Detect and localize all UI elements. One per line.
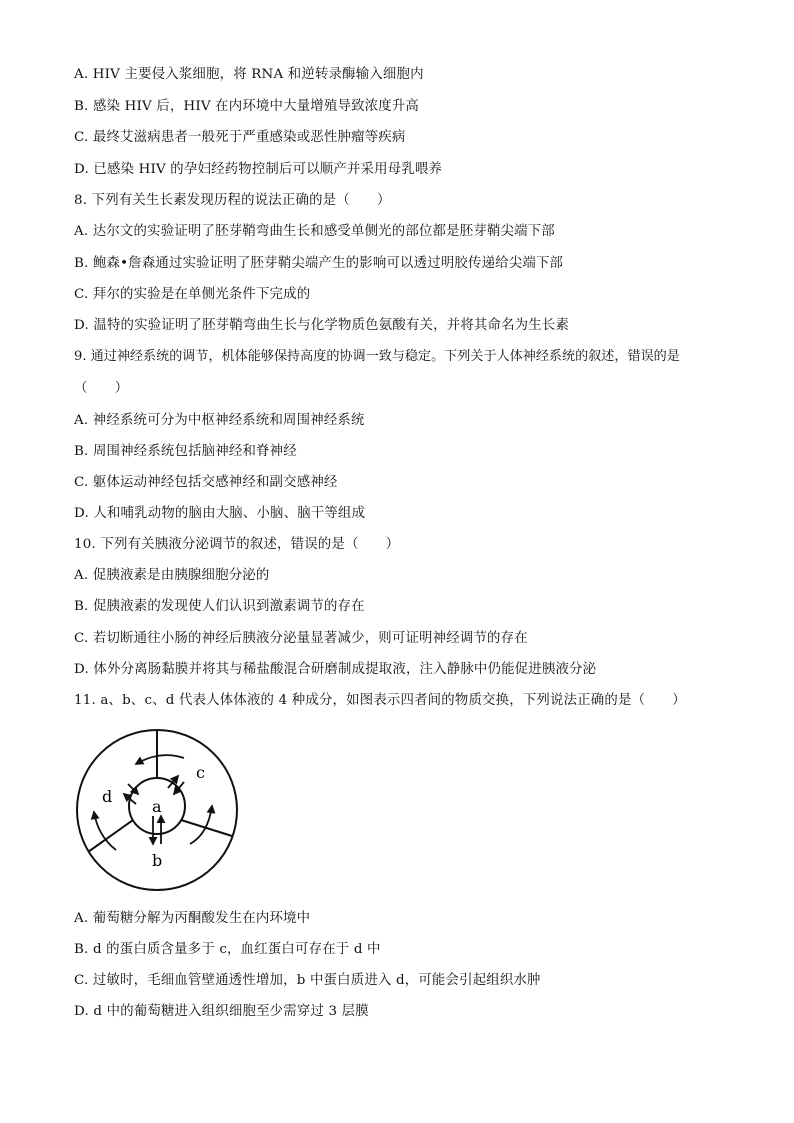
- q8-option-c: C. 拜尔的实验是在单侧光条件下完成的: [74, 287, 311, 302]
- q8-stem: 8. 下列有关生长素发现历程的说法正确的是（ ）: [74, 193, 391, 208]
- q9-option-a: A. 神经系统可分为中枢神经系统和周围神经系统: [74, 413, 365, 428]
- q7-option-b: B. 感染 HIV 后，HIV 在内环境中大量增殖导致浓度升高: [74, 99, 420, 114]
- body-fluid-diagram-svg: [72, 726, 242, 891]
- label-c: c: [196, 763, 205, 782]
- q10-stem: 10. 下列有关胰液分泌调节的叙述，错误的是（ ）: [74, 537, 400, 552]
- q10-option-d: D. 体外分离肠黏膜并将其与稀盐酸混合研磨制成提取液，注入静脉中仍能促进胰液分泌: [74, 662, 597, 677]
- q11-option-b: B. d 的蛋白质含量多于 c，血红蛋白可存在于 d 中: [74, 942, 381, 957]
- body-fluid-diagram: [72, 726, 242, 891]
- q11-stem: 11. a、b、c、d 代表人体体液的 4 种成分，如图表示四者间的物质交换，下列说法正确的是（ ）: [74, 693, 686, 708]
- q8-option-b: B. 鲍森•詹森通过实验证明了胚芽鞘尖端产生的影响可以透过明胶传递给尖端下部: [74, 256, 564, 271]
- q10-option-b: B. 促胰液素的发现使人们认识到激素调节的存在: [74, 599, 365, 614]
- q11-option-a: A. 葡萄糖分解为丙酮酸发生在内环境中: [74, 911, 311, 926]
- q9-option-b: B. 周围神经系统包括脑神经和脊神经: [74, 444, 297, 459]
- q7-option-d: D. 已感染 HIV 的孕妇经药物控制后可以顺产并采用母乳喂养: [74, 162, 443, 177]
- q9-stem-cont: （ ）: [74, 381, 129, 396]
- label-d: d: [102, 787, 113, 806]
- label-b: b: [152, 851, 163, 870]
- q8-option-d: D. 温特的实验证明了胚芽鞘弯曲生长与化学物质色氨酸有关，并将其命名为生长素: [74, 318, 570, 333]
- divider-right: [181, 820, 232, 836]
- q9-option-d: D. 人和哺乳动物的脑由大脑、小脑、脑干等组成: [74, 506, 366, 521]
- divider-left: [88, 820, 133, 852]
- q7-option-a: A. HIV 主要侵入浆细胞，将 RNA 和逆转录酶输入细胞内: [74, 67, 424, 82]
- q10-option-a: A. 促胰液素是由胰腺细胞分泌的: [74, 568, 270, 583]
- q11-option-c: C. 过敏时，毛细血管壁通透性增加，b 中蛋白质进入 d，可能会引起组织水肿: [74, 973, 541, 988]
- arrow-top-left: [136, 755, 184, 764]
- q11-option-d: D. d 中的葡萄糖进入组织细胞至少需穿过 3 层膜: [74, 1004, 369, 1019]
- q9-stem: 9. 通过神经系统的调节，机体能够保持高度的协调一致与稳定。下列关于人体神经系统的叙述，错误的是: [74, 349, 680, 364]
- label-a: a: [152, 797, 162, 816]
- q10-option-c: C. 若切断通往小肠的神经后胰液分泌量显著减少，则可证明神经调节的存在: [74, 631, 528, 646]
- q7-option-c: C. 最终艾滋病患者一般死于严重感染或恶性肿瘤等疾病: [74, 130, 406, 145]
- q8-option-a: A. 达尔文的实验证明了胚芽鞘弯曲生长和感受单侧光的部位都是胚芽鞘尖端下部: [74, 224, 555, 239]
- arrow-right: [190, 806, 212, 844]
- q9-option-c: C. 躯体运动神经包括交感神经和副交感神经: [74, 475, 338, 490]
